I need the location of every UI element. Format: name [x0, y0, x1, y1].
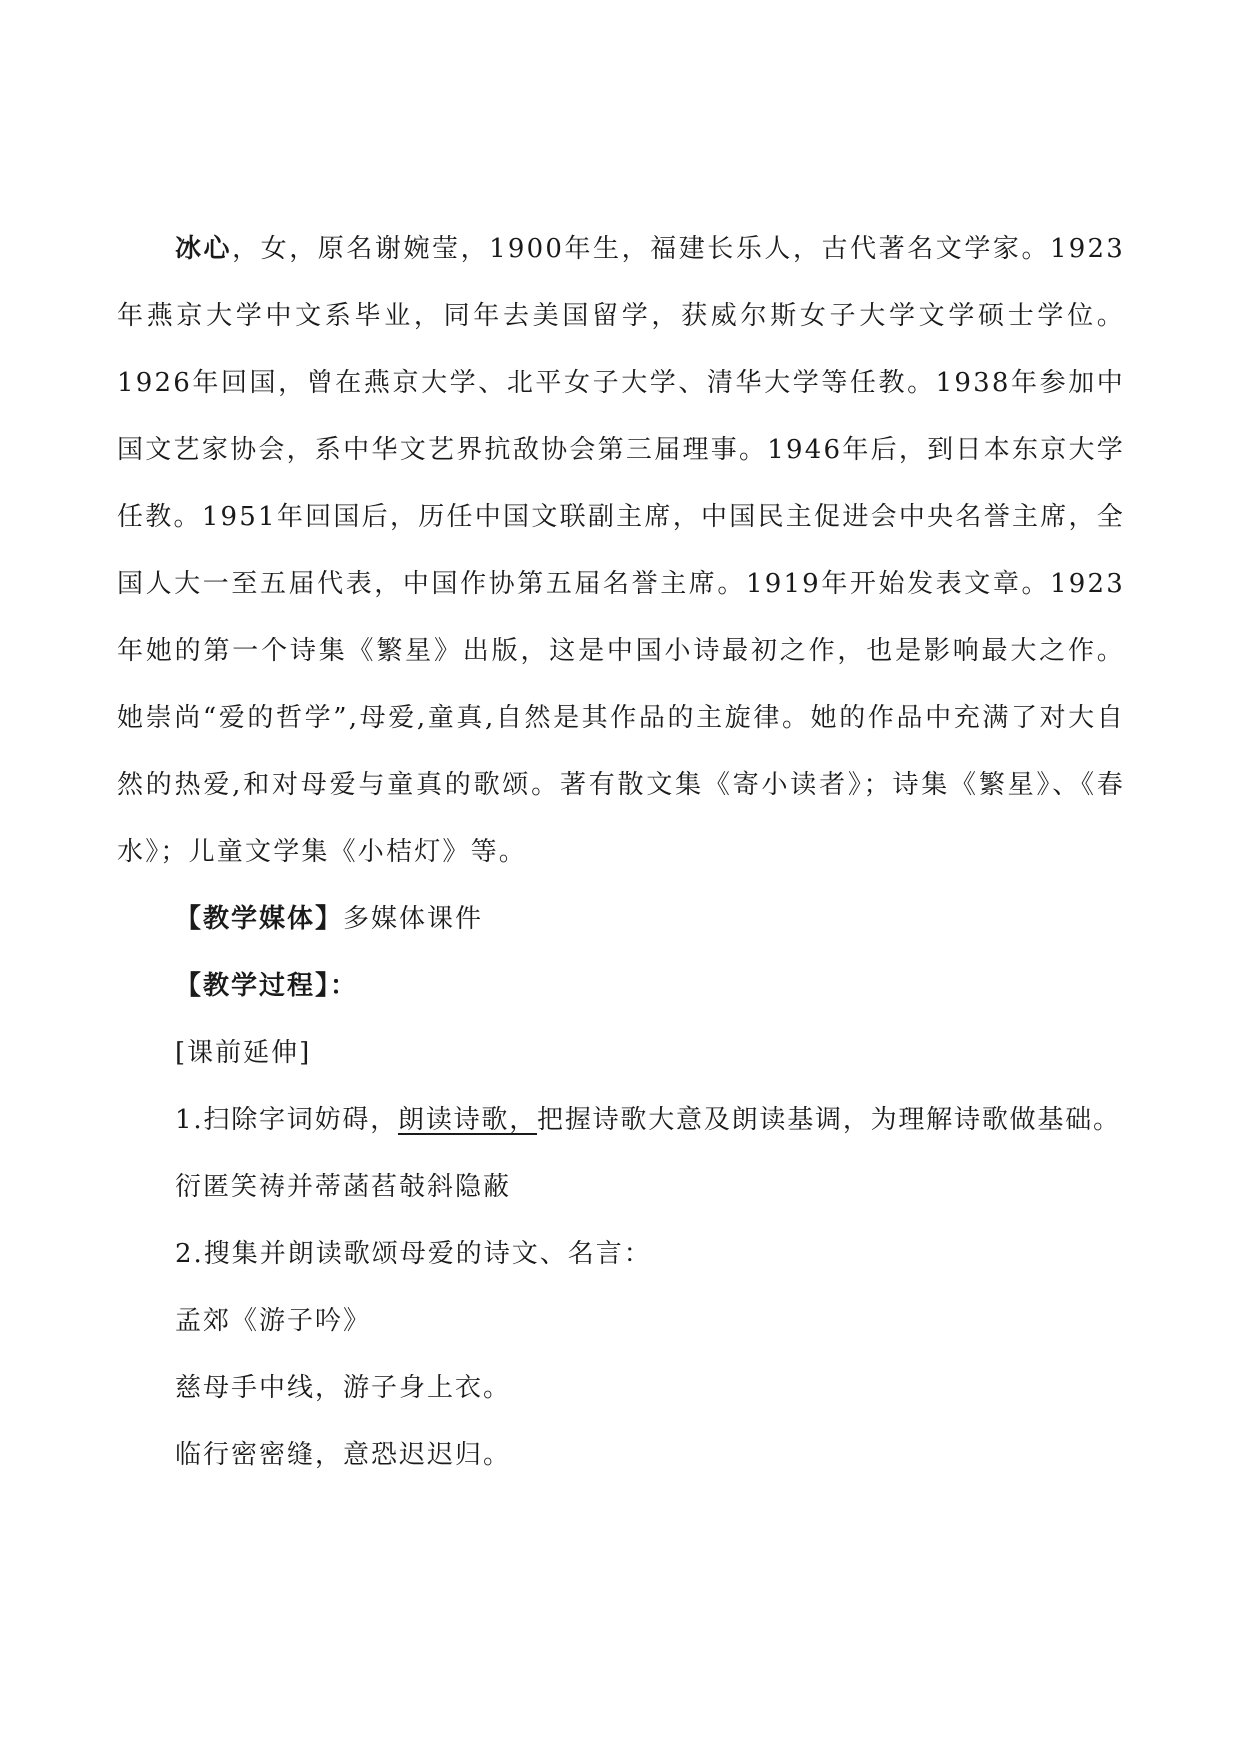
task-item-1 [117, 1087, 1125, 1154]
poem-line-1: 慈母手中线，游子身上衣。 [175, 1373, 512, 1403]
author-name: 冰心 [175, 234, 233, 264]
task-item-2: 2.搜集并朗读歌颂母爱的诗文、名言： [175, 1239, 652, 1269]
document-body [117, 216, 1125, 1489]
task-item-1-underlined: 朗读诗歌， [398, 1105, 538, 1135]
author-bio-paragraph [117, 216, 1125, 886]
pre-class-heading: [课前延伸] [175, 1038, 312, 1068]
teaching-media-line [117, 886, 1125, 953]
vocabulary-list: 衍匿笑祷并蒂菡萏攲斜隐蔽 [175, 1172, 512, 1202]
author-bio-text: ，女，原名谢婉莹，1900年生，福建长乐人，古代著名文学家。1923年燕京大学中文系毕业，同年去美国留学，获威尔斯女子大学文学硕士学位。1926年回国，曾在燕京大学、北平女子大学、清华大学等任教。1938年参加中国文艺家协会，系中华文艺界抗敌协会第三届理事。1946年后，到日本东京大学任教。1951年回国后，历任中国文联副主席，中国民主促进会中央名誉主席，全国人大一至五届代表，中国作协第五届名誉主席。1919年开始发表文章。1923年她的第一个诗集《繁星》出版，这是中国小诗最初之作，也是影响最大之作。她崇尚“爱的哲学”,母爱,童真,自然是其作品的主旋律。她的作品中充满了对大自然的热爱,和对母爱与童真的歌颂。著有散文集《寄小读者》；诗集《繁星》、《春水》；儿童文学集《小桔灯》等。 [117, 234, 1125, 867]
teaching-process-heading: 【教学过程】： [175, 971, 359, 1001]
task-item-1-prefix: 1.扫除字词妨碍， [175, 1105, 399, 1135]
task-item-1-suffix: 把握诗歌大意及朗读基调，为理解诗歌做基础。 [537, 1105, 1121, 1135]
teaching-media-value: 多媒体课件 [343, 904, 484, 934]
poem-line-2: 临行密密缝，意恐迟迟归。 [175, 1440, 512, 1470]
poem-title: 孟郊《游子吟》 [175, 1306, 372, 1336]
teaching-media-label: 【教学媒体】 [175, 904, 344, 934]
